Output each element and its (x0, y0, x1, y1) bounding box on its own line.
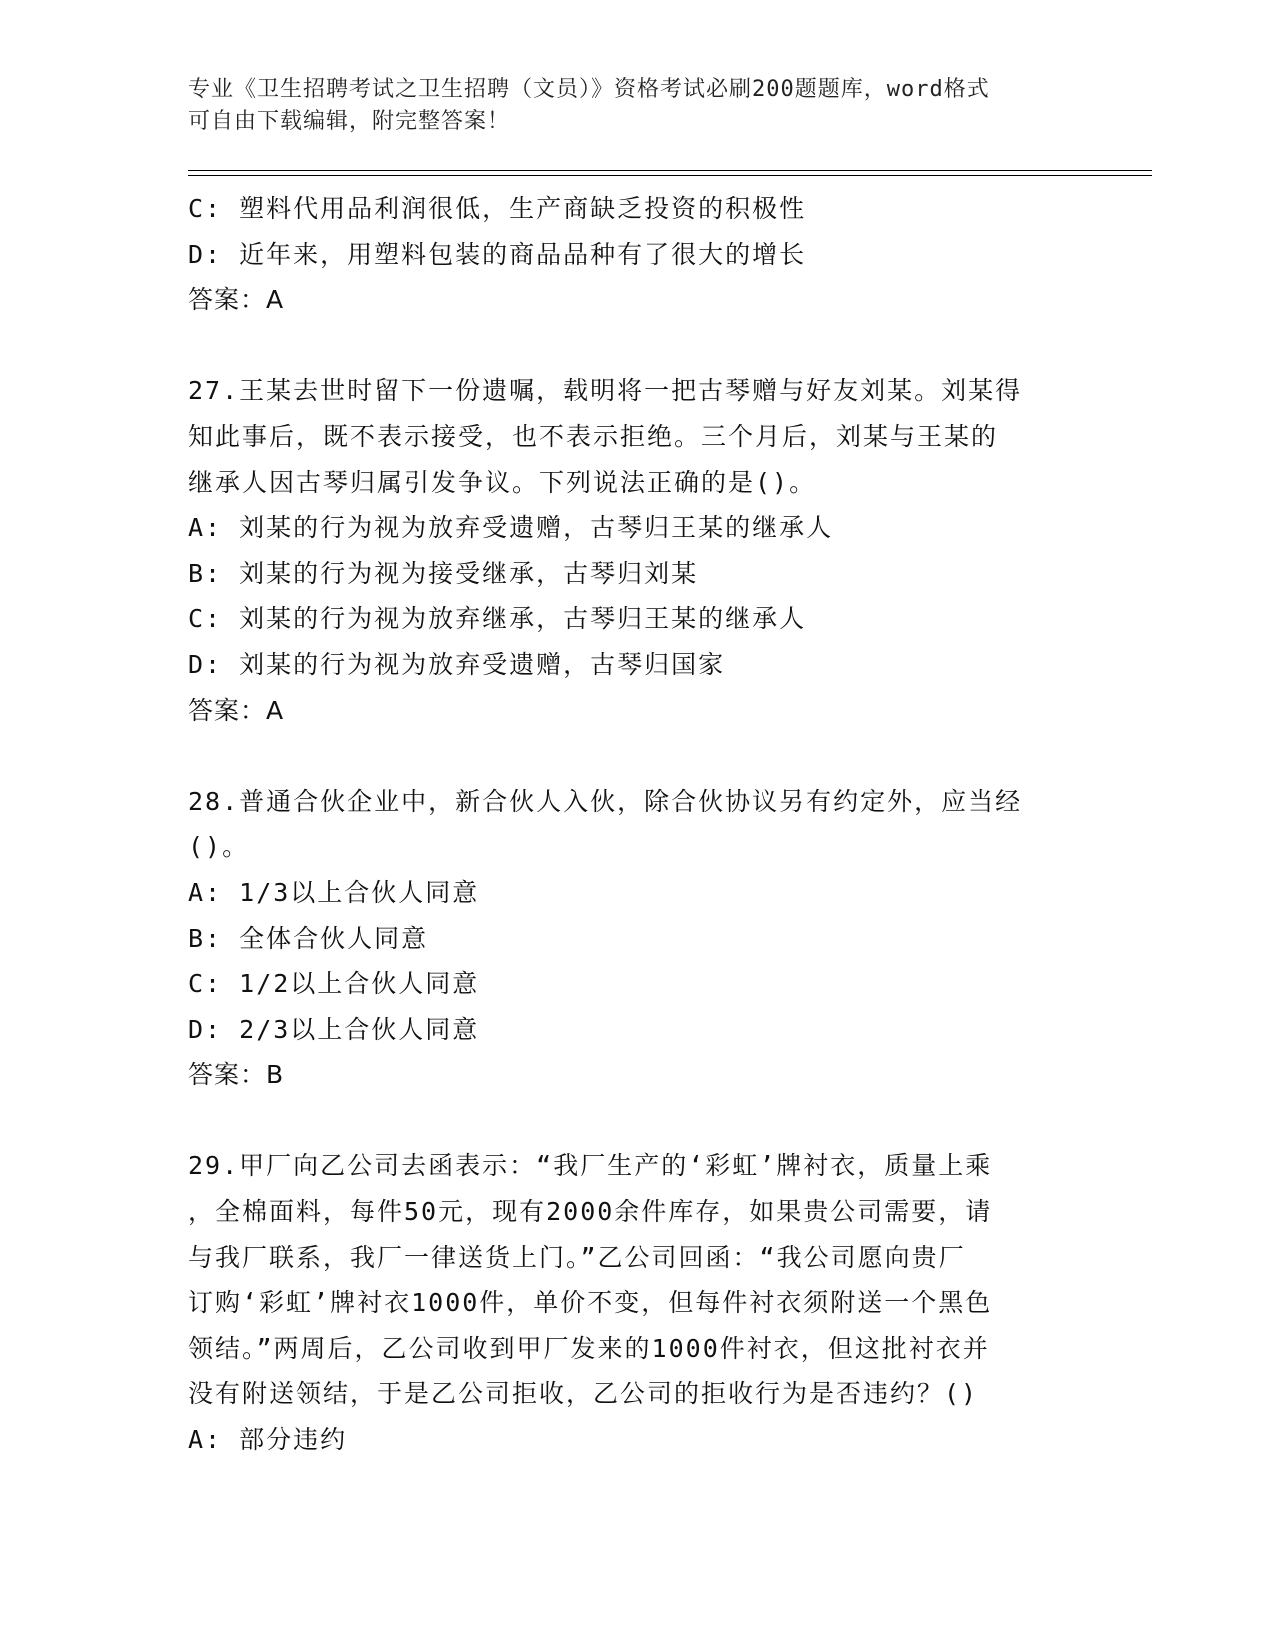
option-a: A: 部分违约 (188, 1425, 348, 1455)
option-c: C: 塑料代用品利润很低，生产商缺乏投资的积极性 (188, 194, 807, 223)
option-d: D: 刘某的行为视为放弃受遗赠，古琴归国家 (188, 649, 726, 679)
option-b: B: 刘某的行为视为接受继承，古琴归刘某 (188, 558, 699, 588)
answer-line: 答案：A (188, 695, 285, 725)
question-text-line: 27.王某去世时留下一份遗嘱，载明将一把古琴赠与好友刘某。刘某得 (188, 376, 1023, 406)
option-d: D: 近年来，用塑料包装的商品品种有了很大的增长 (188, 239, 807, 269)
answer-line: 答案：B (188, 1060, 285, 1090)
option-b: B: 全体合伙人同意 (188, 923, 429, 953)
header-rule-bottom (188, 175, 1152, 176)
question-text-line: 领结。”两周后，乙公司收到甲厂发来的1000件衬衣，但这批衬衣并 (188, 1333, 990, 1363)
document-header (188, 74, 1088, 138)
header-line-2: 可自由下载编辑，附完整答案！ (188, 109, 511, 134)
spacer (188, 323, 1088, 369)
question-text-line: 没有附送领结，于是乙公司拒收，乙公司的拒收行为是否违约？() (188, 1379, 979, 1409)
question-text-line: 29.甲厂向乙公司去函表示：“我厂生产的‘彩虹’牌衬衣，质量上乘 (188, 1151, 993, 1181)
question-text-line: 28.普通合伙企业中，新合伙人入伙，除合伙协议另有约定外，应当经 (188, 786, 1023, 816)
header-rule-top (188, 170, 1152, 171)
spacer (188, 1098, 1088, 1144)
header-line-1: 专业《卫生招聘考试之卫生招聘（文员）》资格考试必刷200题题库，word格式 (188, 77, 990, 102)
option-d: D: 2/3以上合伙人同意 (188, 1014, 480, 1044)
option-c: C: 1/2以上合伙人同意 (188, 969, 480, 999)
option-c: C: 刘某的行为视为放弃继承，古琴归王某的继承人 (188, 604, 807, 634)
option-a: A: 1/3以上合伙人同意 (188, 877, 480, 907)
question-text-line: 继承人因古琴归属引发争议。下列说法正确的是()。 (188, 467, 817, 497)
question-list (188, 186, 1088, 1463)
question-text-line: 订购‘彩虹’牌衬衣1000件，单价不变，但每件衬衣须附送一个黑色 (188, 1288, 993, 1318)
question-text-line: 与我厂联系，我厂一律送货上门。”乙公司回函：“我公司愿向贵厂 (188, 1242, 966, 1272)
spacer (188, 733, 1088, 779)
question-text-line: ()。 (188, 832, 250, 862)
answer-line: 答案：A (188, 285, 285, 315)
question-text-line: ，全棉面料，每件50元，现有2000余件库存，如果贵公司需要，请 (188, 1197, 993, 1227)
question-text-line: 知此事后，既不表示接受，也不表示拒绝。三个月后，刘某与王某的 (188, 421, 999, 451)
option-a: A: 刘某的行为视为放弃受遗赠，古琴归王某的继承人 (188, 513, 834, 543)
